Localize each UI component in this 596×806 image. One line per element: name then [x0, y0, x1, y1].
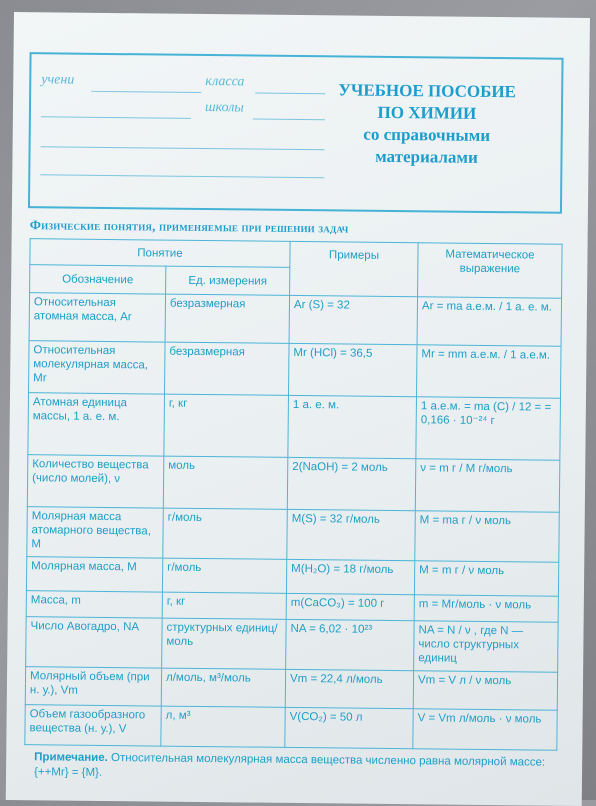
designation-cell: Атомная единица массы, 1 а. е. м. — [28, 393, 165, 456]
title-line-3: со справочными — [363, 124, 491, 145]
physical-concepts-table — [24, 238, 562, 751]
math-cell: m = Mг/моль · ν моль — [414, 595, 558, 623]
unit-cell: безразмерная — [165, 294, 290, 343]
class-label: класса — [205, 74, 245, 90]
table-row — [27, 455, 560, 513]
title-line-2: ПО ХИМИИ — [377, 102, 477, 123]
example-cell: NA = 6,02 · 10²³ — [286, 619, 415, 670]
examples-header: Примеры — [290, 241, 419, 296]
example-cell: Mr (HCl) = 36,5 — [289, 343, 418, 396]
designation-cell: Молярная масса атомарного вещества, M — [27, 507, 164, 558]
school-line[interactable] — [253, 103, 325, 121]
math-cell: M = ma г / ν моль — [415, 511, 560, 563]
example-cell: M(H₂O) = 18 г/моль — [286, 559, 414, 594]
designation-cell: Относительная молекулярная масса, Mr — [29, 341, 166, 394]
unit-cell: л/моль, м³/моль — [161, 668, 285, 707]
unit-cell: структурных единиц/моль — [162, 618, 287, 669]
example-cell: Ar (S) = 32 — [289, 295, 417, 344]
math-cell: ν = m г / M г/моль — [415, 459, 560, 513]
title-line-4: материалами — [375, 146, 478, 167]
unit-cell: безразмерная — [165, 342, 290, 395]
unit-header: Ед. измерения — [166, 266, 290, 295]
designation-cell: Относительная атомная масса, Ar — [29, 293, 165, 342]
blank-line-2a[interactable] — [41, 100, 191, 119]
student-name-line[interactable] — [91, 75, 201, 93]
title-line-1: УЧЕБНОЕ ПОСОБИЕ — [338, 80, 517, 102]
example-cell: Vm = 22,4 л/моль — [285, 669, 413, 708]
footnote-text: Относительная молекулярная масса вещества численно равна молярной массе: {++Mr} = {M}. — [33, 752, 546, 779]
book-title — [336, 79, 517, 169]
designation-cell: Число Авогадро, NA — [26, 617, 163, 668]
designation-cell: Масса, m — [26, 591, 162, 618]
footnote-label: Примечание. — [34, 751, 108, 765]
math-cell: V = Vm л/моль · ν моль — [413, 709, 557, 751]
math-header: Математическое выражение — [418, 243, 563, 299]
math-cell: 1 а.е.м. = ma (C) / 12 = = 0,166 · 10⁻²⁴ г — [416, 397, 561, 461]
blank-line-3[interactable] — [41, 130, 325, 150]
designation-cell: Количество вещества (число молей), ν — [27, 455, 164, 508]
example-cell: 2(NaOH) = 2 моль — [287, 457, 416, 510]
unit-cell: моль — [163, 456, 288, 509]
designation-cell: Молярный объем (при н. у.), Vm — [25, 667, 161, 706]
table-row — [29, 293, 561, 347]
table-row — [26, 557, 558, 597]
unit-cell: г/моль — [162, 558, 286, 593]
designation-header: Обозначение — [30, 265, 166, 294]
example-cell: m(CaCO₃) = 100 г — [286, 593, 414, 620]
table-row — [25, 667, 557, 711]
unit-cell: г/моль — [163, 508, 288, 559]
math-cell: Vm = V л / ν моль — [413, 671, 557, 711]
example-cell: V(CO₂) = 50 л — [285, 707, 413, 748]
example-cell: 1 а. е. м. — [288, 395, 417, 458]
table-row — [28, 393, 561, 461]
math-cell: Mr = mm а.е.м. / 1 а.е.м. — [417, 345, 562, 399]
student-info-box — [28, 52, 564, 214]
textbook-page — [6, 12, 590, 806]
unit-cell: г, кг — [162, 592, 286, 619]
student-label: учени — [41, 72, 75, 88]
designation-cell: Объем газообразного вещества (н. у.), V — [25, 705, 161, 746]
math-cell: Ar = ma а.е.м. / 1 а. е. м. — [417, 297, 561, 347]
table-row — [29, 341, 562, 399]
class-line[interactable] — [255, 77, 325, 95]
table-row — [26, 617, 559, 673]
math-cell: M = m г / ν моль — [414, 561, 558, 597]
example-cell: M(S) = 32 г/моль — [287, 509, 416, 560]
blank-line-4[interactable] — [40, 158, 324, 178]
concept-header: Понятие — [30, 239, 290, 268]
school-label: школы — [204, 100, 244, 116]
table-row — [25, 705, 557, 751]
table-row — [27, 507, 560, 563]
designation-cell: Молярная масса, M — [26, 557, 162, 592]
footnote — [34, 750, 574, 786]
unit-cell: л, м³ — [161, 706, 285, 747]
math-cell: NA = N / ν , где N — число структурных единиц — [414, 621, 559, 673]
unit-cell: г, кг — [164, 394, 289, 457]
section-title: Физические понятия, применяемые при решении задач — [29, 217, 349, 236]
